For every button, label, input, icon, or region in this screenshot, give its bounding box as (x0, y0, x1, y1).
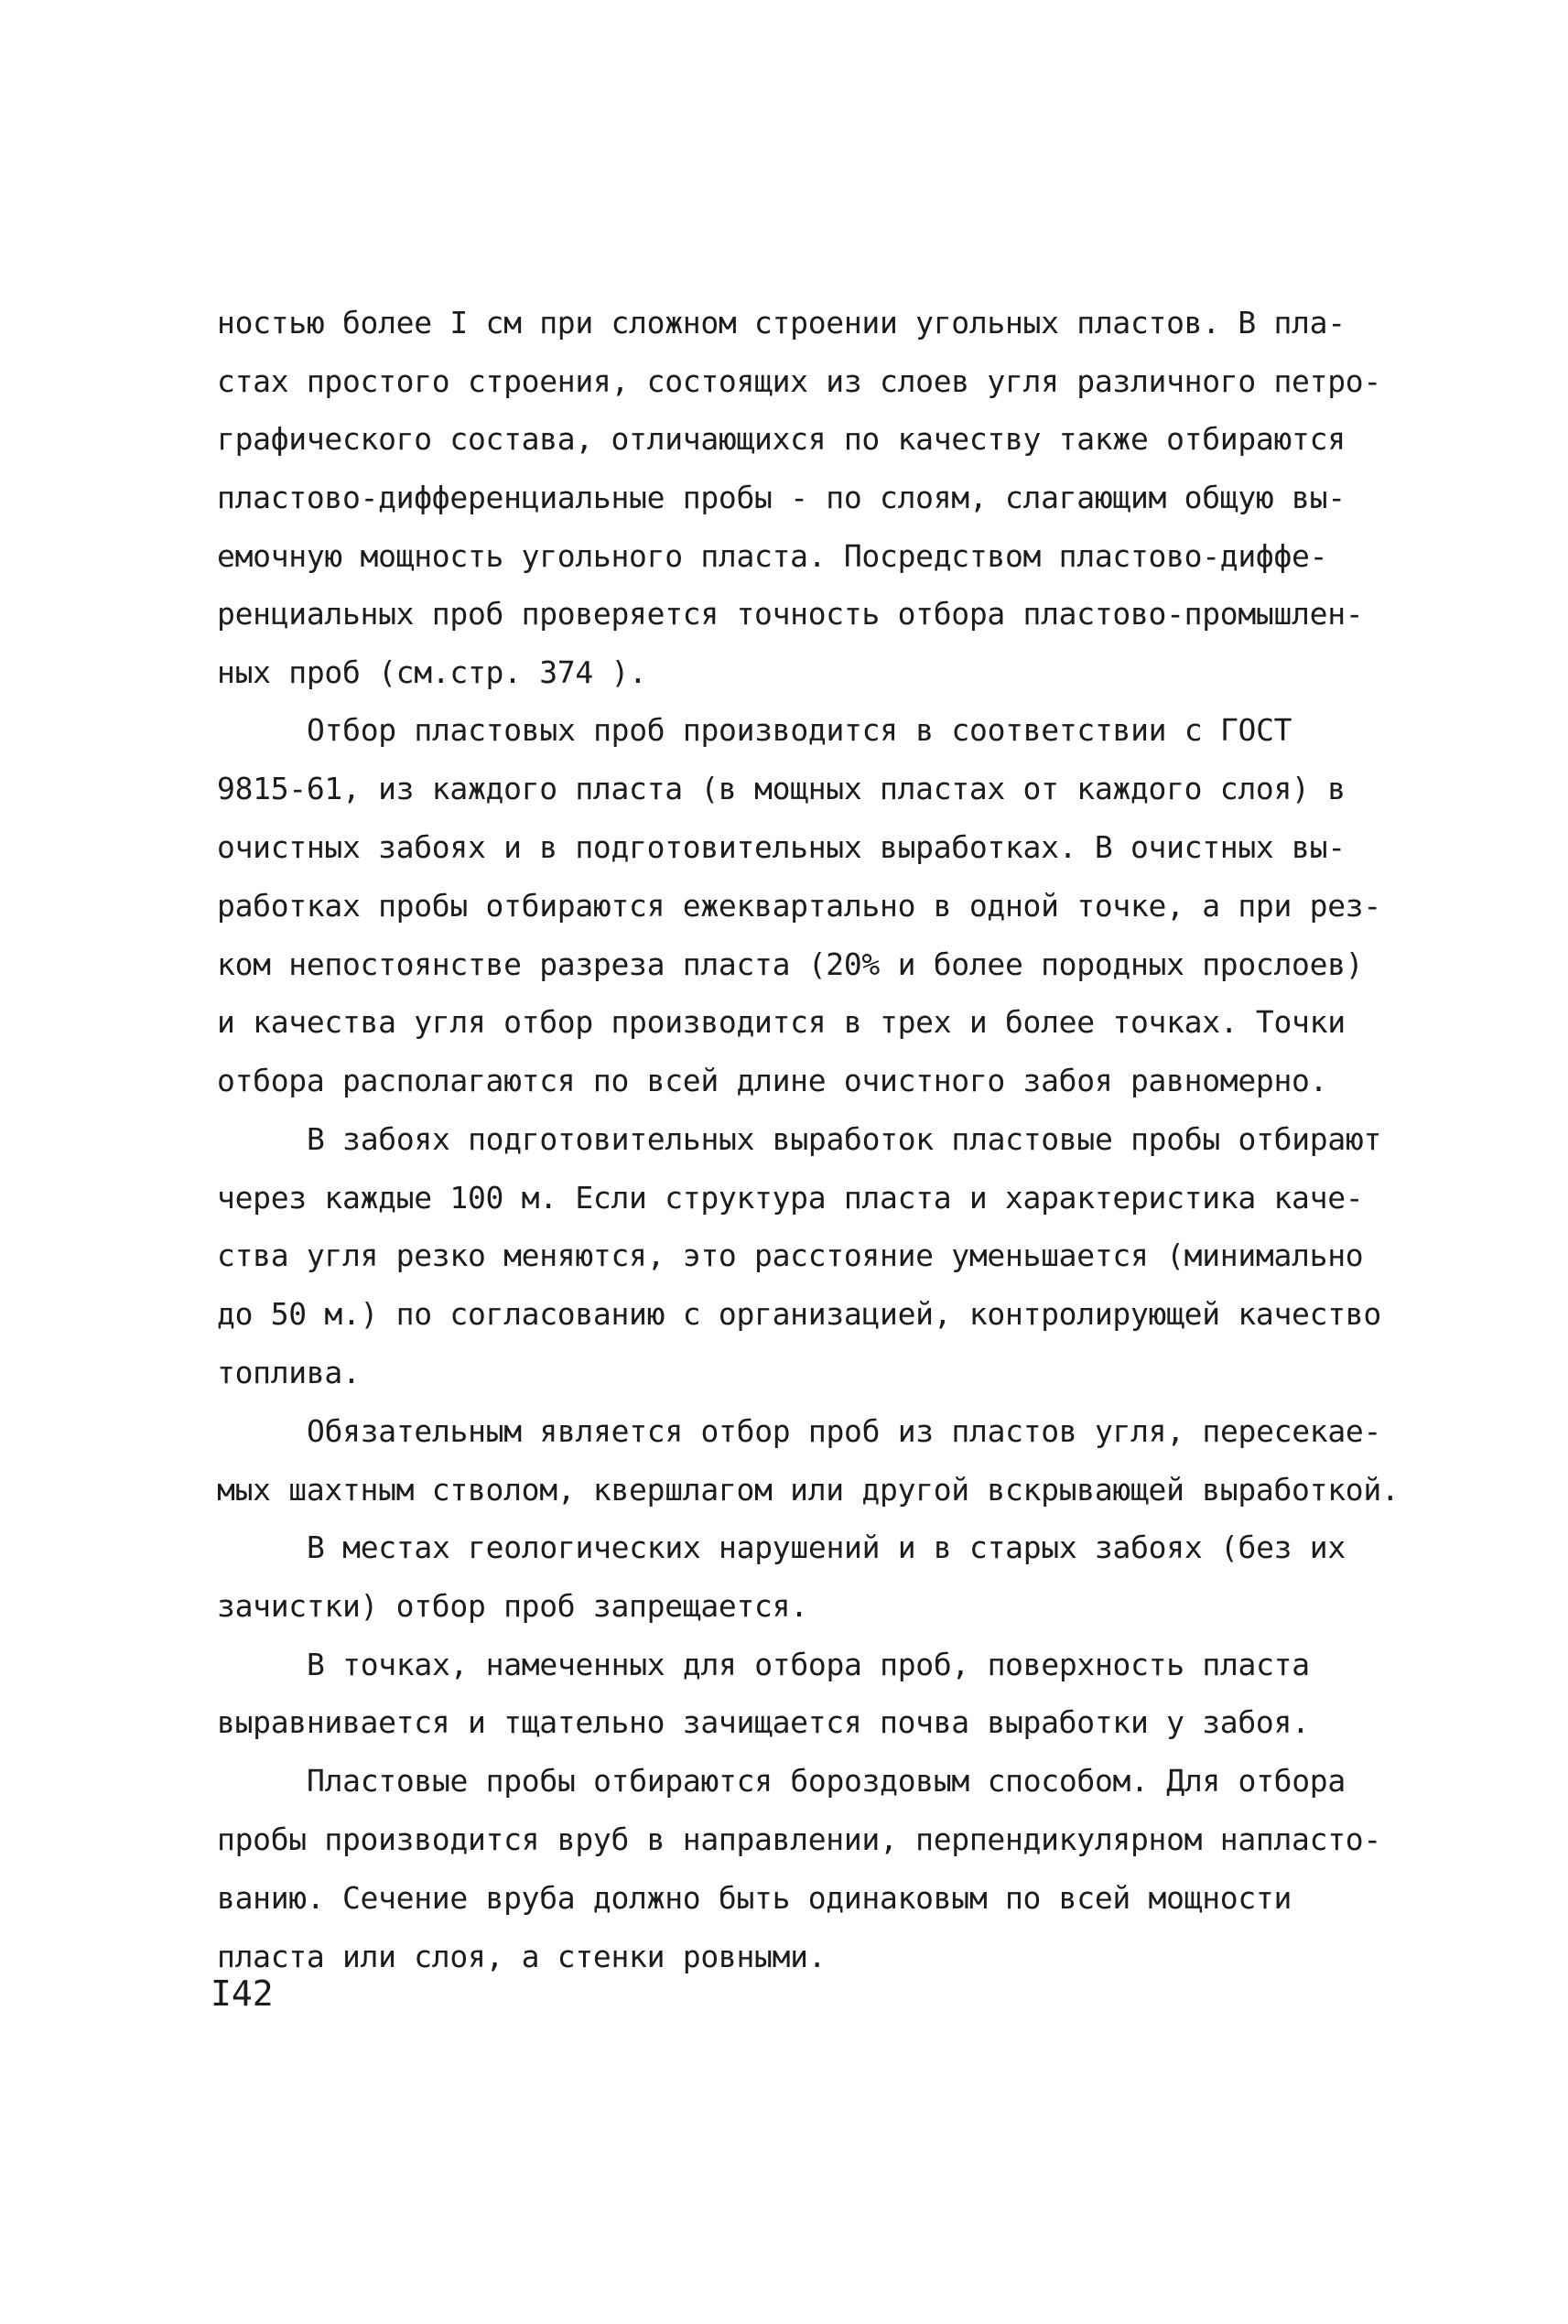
text-line: до 50 м.) по согласованию с организацией, контролирующей качество (217, 1296, 1381, 1332)
text-line: графического состава, отличающихся по качеству также отбираются (217, 421, 1346, 457)
text-line: стах простого строения, состоящих из слоев угля различного петро- (217, 363, 1381, 399)
text-line: очистных забоях и в подготовительных выработках. В очистных вы- (217, 829, 1346, 865)
text-line: ком непостоянстве разреза пласта (20% и более породных прослоев) (217, 946, 1364, 982)
text-line: ностью более I см при сложном строении угольных пластов. В пла- (217, 305, 1346, 340)
text-line: работках пробы отбираются ежеквартально в одной точке, а при рез- (217, 888, 1381, 924)
text-line: ванию. Сечение вруба должно быть одинаковым по всей мощности (217, 1880, 1292, 1916)
text-line: ства угля резко меняются, это расстояние уменьшается (минимально (217, 1238, 1364, 1273)
page-number: I42 (211, 1973, 274, 2014)
paragraph-first-line: В точках, намеченных для отбора проб, поверхность пласта (307, 1647, 1310, 1682)
text-line: 9815-61, из каждого пласта (в мощных пластах от каждого слоя) в (217, 771, 1346, 806)
paragraph-first-line: Пластовые пробы отбираются бороздовым способом. Для отбора (307, 1763, 1346, 1799)
text-line: зачистки) отбор проб запрещается. (217, 1588, 808, 1624)
text-line: пласта или слоя, а стенки ровными. (217, 1939, 827, 1974)
text-line: пробы производится вруб в направлении, перпендикулярном напласто- (217, 1821, 1381, 1857)
text-line: топлива. (217, 1355, 361, 1390)
paragraph-first-line: В местах геологических нарушений и в старых забоях (без их (307, 1530, 1346, 1565)
text-line: мых шахтным стволом, квершлагом или другой вскрывающей выработкой. (217, 1472, 1400, 1508)
paragraph-first-line: В забоях подготовительных выработок пластовые пробы отбирают (307, 1121, 1382, 1157)
text-line: ных проб (см.стр. 374 ). (217, 654, 647, 690)
text-line: выравнивается и тщательно зачищается почва выработки у забоя. (217, 1704, 1310, 1740)
text-line: отбора располагаются по всей длине очистного забоя равномерно. (217, 1063, 1328, 1098)
text-line: пластово-дифференциальные пробы - по слоям, слагающим общую вы- (217, 480, 1346, 515)
text-line: и качества угля отбор производится в трех и более точках. Точки (217, 1004, 1346, 1040)
paragraph-first-line: Отбор пластовых проб производится в соответствии с ГОСТ (307, 712, 1292, 748)
paragraph-first-line: Обязательным является отбор проб из пластов угля, пересекае- (307, 1413, 1382, 1449)
text-line: через каждые 100 м. Если структура пласта и характеристика каче- (217, 1180, 1364, 1216)
text-line: ренциальных проб проверяется точность отбора пластово-промышлен- (217, 596, 1364, 632)
text-line: емочную мощность угольного пласта. Посредством пластово-диффе- (217, 538, 1328, 574)
